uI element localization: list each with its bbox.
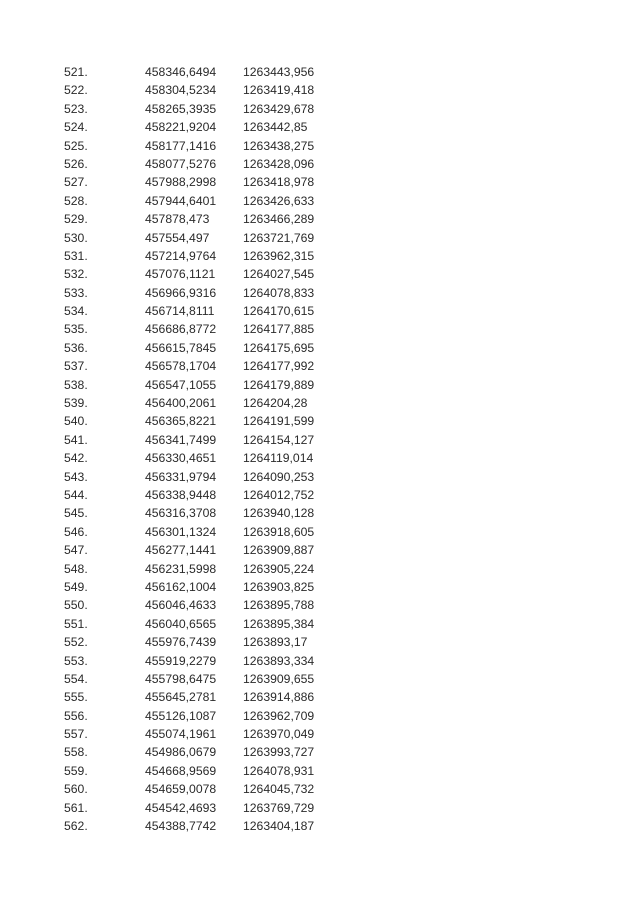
y-coordinate: 1264119,014 (243, 451, 314, 466)
row-number: 553. (64, 653, 88, 668)
row-number: 550. (64, 598, 88, 613)
x-coordinate: 456046,4633 (145, 598, 217, 613)
x-coordinate: 457944,6401 (145, 193, 217, 208)
row-number: 543. (64, 469, 88, 484)
y-coordinate: 1264170,615 (243, 304, 315, 319)
y-coordinate: 1263909,887 (243, 543, 315, 558)
x-coordinate: 457988,2998 (145, 175, 217, 190)
y-coordinate: 1263909,655 (243, 671, 315, 686)
x-coordinate: 457878,473 (145, 212, 210, 227)
y-coordinate: 1264090,253 (243, 469, 315, 484)
row-number: 549. (64, 579, 88, 594)
x-coordinate: 455645,2781 (145, 690, 217, 705)
x-coordinate: 455798,6475 (145, 671, 217, 686)
x-coordinate: 456547,1055 (145, 377, 217, 392)
x-coordinate: 456316,3708 (145, 506, 217, 521)
row-number: 530. (64, 230, 88, 245)
row-number: 531. (64, 248, 88, 263)
row-number: 560. (64, 782, 88, 797)
x-coordinate: 456341,7499 (145, 432, 217, 447)
y-coordinate: 1264027,545 (243, 267, 315, 282)
row-number: 526. (64, 156, 88, 171)
x-coordinate: 456162,1004 (145, 579, 217, 594)
y-coordinate: 1263428,096 (243, 156, 315, 171)
y-coordinate: 1264154,127 (243, 432, 315, 447)
y-coordinate: 1263893,17 (243, 635, 308, 650)
y-coordinate: 1263429,678 (243, 101, 315, 116)
y-coordinate: 1263769,729 (243, 800, 315, 815)
y-coordinate: 1263426,633 (243, 193, 315, 208)
y-coordinate: 1263993,727 (243, 745, 315, 760)
x-coordinate: 456365,8221 (145, 414, 217, 429)
y-coordinate: 1264204,28 (243, 396, 308, 411)
row-number: 537. (64, 359, 88, 374)
y-coordinate: 1263895,384 (243, 616, 315, 631)
row-number: 539. (64, 396, 88, 411)
row-number: 561. (64, 800, 88, 815)
row-number: 527. (64, 175, 88, 190)
y-coordinate: 1263721,769 (243, 230, 315, 245)
x-coordinate: 454542,4693 (145, 800, 217, 815)
row-number: 532. (64, 267, 88, 282)
x-coordinate: 455074,1961 (145, 727, 217, 742)
x-coordinate: 456400,2061 (145, 396, 217, 411)
row-number: 528. (64, 193, 88, 208)
y-coordinate: 1264175,695 (243, 340, 315, 355)
y-coordinate: 1263962,315 (243, 248, 315, 263)
row-number: 536. (64, 340, 88, 355)
row-number: 533. (64, 285, 88, 300)
y-coordinate: 1264177,885 (243, 322, 315, 337)
row-number: 562. (64, 819, 88, 834)
y-coordinate: 1263442,85 (243, 120, 308, 135)
y-coordinate: 1264177,992 (243, 359, 315, 374)
y-coordinate: 1264191,599 (243, 414, 315, 429)
y-coordinate: 1264012,752 (243, 487, 315, 502)
row-number: 534. (64, 304, 88, 319)
row-number: 555. (64, 690, 88, 705)
row-number: 542. (64, 451, 88, 466)
x-coordinate: 456277,1441 (145, 543, 217, 558)
y-coordinate: 1264179,889 (243, 377, 315, 392)
row-number: 547. (64, 543, 88, 558)
row-number: 525. (64, 138, 88, 153)
x-coordinate: 456231,5998 (145, 561, 217, 576)
y-coordinate: 1263914,886 (243, 690, 315, 705)
x-coordinate: 458304,5234 (145, 83, 217, 98)
row-number: 548. (64, 561, 88, 576)
x-coordinate: 456040,6565 (145, 616, 217, 631)
x-coordinate: 454986,0679 (145, 745, 217, 760)
y-coordinate: 1263970,049 (243, 727, 315, 742)
row-number: 523. (64, 101, 88, 116)
y-coordinate: 1263962,709 (243, 708, 315, 723)
x-coordinate: 455919,2279 (145, 653, 217, 668)
row-number: 554. (64, 671, 88, 686)
x-coordinate: 458177,1416 (145, 138, 217, 153)
row-number: 551. (64, 616, 88, 631)
x-coordinate: 458221,9204 (145, 120, 217, 135)
x-coordinate: 454659,0078 (145, 782, 217, 797)
y-coordinate: 1264078,833 (243, 285, 315, 300)
row-number: 524. (64, 120, 88, 135)
row-number: 540. (64, 414, 88, 429)
x-coordinate: 456301,1324 (145, 524, 217, 539)
y-coordinate: 1264045,732 (243, 782, 315, 797)
x-coordinate: 458077,5276 (145, 156, 217, 171)
row-number: 529. (64, 212, 88, 227)
y-coordinate: 1263903,825 (243, 579, 315, 594)
x-coordinate: 456615,7845 (145, 340, 217, 355)
y-coordinate: 1263404,187 (243, 819, 315, 834)
x-coordinate: 457076,1121 (145, 267, 216, 282)
y-coordinate: 1263940,128 (243, 506, 315, 521)
x-coordinate: 455976,7439 (145, 635, 217, 650)
row-number: 556. (64, 708, 88, 723)
row-number: 541. (64, 432, 88, 447)
y-coordinate: 1263419,418 (243, 83, 315, 98)
x-coordinate: 456966,9316 (145, 285, 217, 300)
y-coordinate: 1263895,788 (243, 598, 315, 613)
x-coordinate: 456338,9448 (145, 487, 217, 502)
row-number: 552. (64, 635, 88, 650)
row-number: 538. (64, 377, 88, 392)
x-coordinate: 456714,8111 (145, 304, 215, 319)
x-coordinate: 454668,9569 (145, 763, 217, 778)
y-coordinate: 1264078,931 (243, 763, 315, 778)
y-coordinate: 1263466,289 (243, 212, 315, 227)
row-number: 558. (64, 745, 88, 760)
row-number: 557. (64, 727, 88, 742)
x-coordinate: 457214,9764 (145, 248, 217, 263)
row-number: 545. (64, 506, 88, 521)
y-coordinate: 1263905,224 (243, 561, 315, 576)
x-coordinate: 454388,7742 (145, 819, 217, 834)
x-coordinate: 456331,9794 (145, 469, 217, 484)
x-coordinate: 456330,4651 (145, 451, 217, 466)
row-number: 522. (64, 83, 88, 98)
y-coordinate: 1263918,605 (243, 524, 315, 539)
x-coordinate: 456686,8772 (145, 322, 217, 337)
x-coordinate: 458346,6494 (145, 65, 217, 79)
row-number: 559. (64, 763, 88, 778)
row-number: 535. (64, 322, 88, 337)
row-number: 544. (64, 487, 88, 502)
x-coordinate: 455126,1087 (145, 708, 217, 723)
y-coordinate: 1263418,978 (243, 175, 315, 190)
y-coordinate: 1263893,334 (243, 653, 315, 668)
row-number: 546. (64, 524, 88, 539)
x-coordinate: 457554,497 (145, 230, 210, 245)
row-number: 521. (64, 65, 88, 79)
y-coordinate: 1263438,275 (243, 138, 315, 153)
y-coordinate: 1263443,956 (243, 65, 315, 79)
x-coordinate: 456578,1704 (145, 359, 217, 374)
x-coordinate: 458265,3935 (145, 101, 217, 116)
